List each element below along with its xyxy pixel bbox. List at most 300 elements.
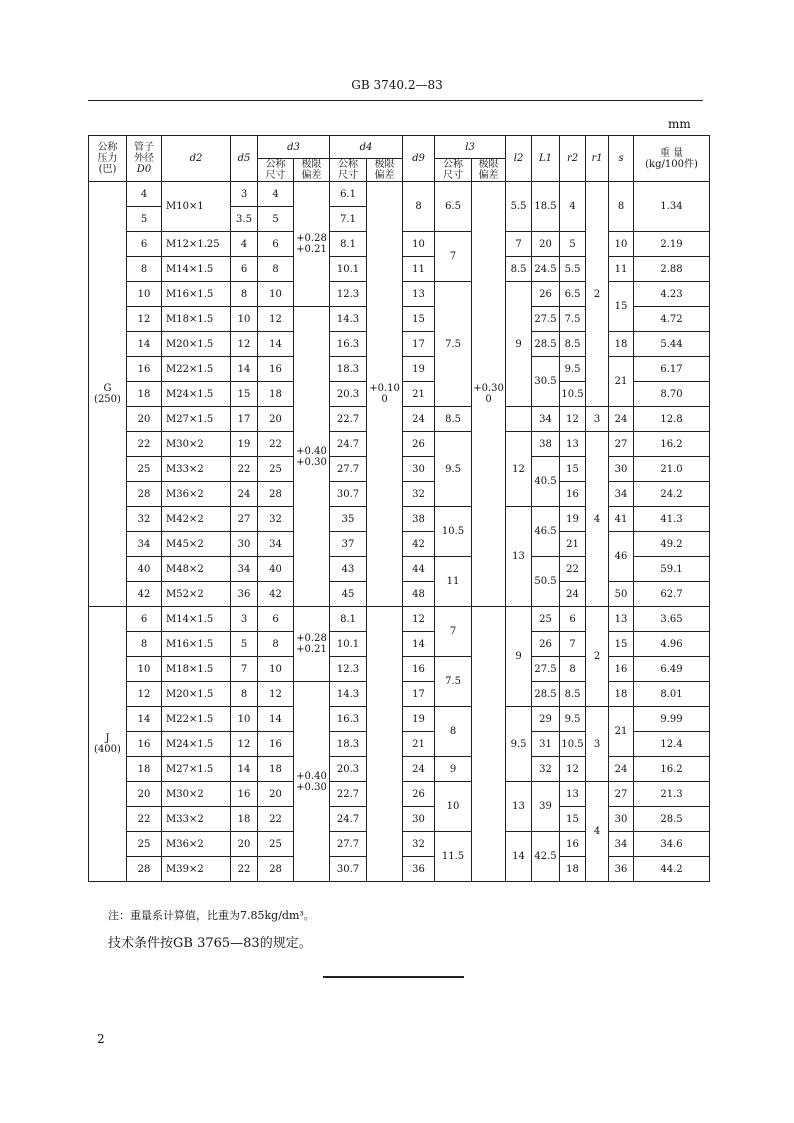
table-cell: 18 xyxy=(609,332,634,357)
table-cell: 6.5 xyxy=(435,182,472,232)
table-cell: 45 xyxy=(330,582,367,607)
table-cell: 13 xyxy=(506,782,532,832)
table-cell: 18 xyxy=(258,382,294,407)
table-cell: 30 xyxy=(609,457,634,482)
col-d4: d4 xyxy=(330,136,403,159)
table-cell: 12.3 xyxy=(330,657,367,682)
table-cell: 21 xyxy=(609,357,634,407)
table-cell: 24 xyxy=(609,757,634,782)
table-cell: M39×2 xyxy=(162,857,231,882)
table-cell: 6 xyxy=(560,607,586,632)
table-cell: M52×2 xyxy=(162,582,231,607)
table-cell: 42 xyxy=(403,532,435,557)
table-cell: 22.7 xyxy=(330,407,367,432)
table-cell: 30.5 xyxy=(532,357,560,407)
table-cell: 10.1 xyxy=(330,257,367,282)
table-cell: 3.65 xyxy=(634,607,710,632)
table-cell: 50.5 xyxy=(532,557,560,607)
table-cell: 10 xyxy=(127,282,162,307)
table-cell: 28.5 xyxy=(634,807,710,832)
table-cell: 16.3 xyxy=(330,707,367,732)
table-cell: M42×2 xyxy=(162,507,231,532)
table-cell: 22 xyxy=(258,432,294,457)
table-cell: 20 xyxy=(258,782,294,807)
table-cell: M22×1.5 xyxy=(162,707,231,732)
table-cell: 30 xyxy=(609,807,634,832)
table-cell: 16 xyxy=(609,657,634,682)
table-cell: 9 xyxy=(506,607,532,707)
table-cell: 6.17 xyxy=(634,357,710,382)
table-cell: M24×1.5 xyxy=(162,382,231,407)
table-cell: 39 xyxy=(532,782,560,832)
table-cell: 18 xyxy=(127,757,162,782)
table-cell: 24 xyxy=(231,482,258,507)
table-cell: 34.6 xyxy=(634,832,710,857)
table-cell: 22 xyxy=(258,807,294,832)
table-cell: 25 xyxy=(127,832,162,857)
col-d4-nominal: 公称 尺寸 xyxy=(330,159,367,182)
table-cell: 13 xyxy=(560,432,586,457)
table-cell: 16 xyxy=(258,357,294,382)
table-cell: 7.1 xyxy=(330,207,367,232)
table-cell: 21.3 xyxy=(634,782,710,807)
table-cell: 26 xyxy=(403,782,435,807)
table-cell: 36 xyxy=(231,582,258,607)
table-cell: 29 xyxy=(532,707,560,732)
table-cell: 28 xyxy=(127,482,162,507)
table-cell: 22.7 xyxy=(330,782,367,807)
table-cell: 17 xyxy=(231,407,258,432)
table-cell: 18.3 xyxy=(330,732,367,757)
table-cell: 20 xyxy=(127,407,162,432)
table-cell: 5 xyxy=(127,207,162,232)
table-cell: 6 xyxy=(127,232,162,257)
table-cell: 6.1 xyxy=(330,182,367,207)
table-cell: 24 xyxy=(403,407,435,432)
table-cell: M10×1 xyxy=(162,182,231,232)
table-cell: 8.5 xyxy=(560,682,586,707)
table-cell: M36×2 xyxy=(162,832,231,857)
table-cell: 11 xyxy=(435,557,472,607)
col-od: 管子 外径 D0 xyxy=(127,136,162,182)
col-d5: d5 xyxy=(231,136,258,182)
col-L1: L1 xyxy=(532,136,560,182)
table-cell: 7 xyxy=(435,232,472,282)
table-cell: 17 xyxy=(403,332,435,357)
table-cell: 62.7 xyxy=(634,582,710,607)
table-cell: M27×1.5 xyxy=(162,757,231,782)
d3-tolerance: +0.28 +0.21 xyxy=(294,607,330,682)
table-cell: 9.5 xyxy=(560,707,586,732)
table-cell: 34 xyxy=(609,482,634,507)
table-cell: 12 xyxy=(231,332,258,357)
table-cell: 15 xyxy=(231,382,258,407)
table-cell: 8 xyxy=(127,257,162,282)
table-cell: 10 xyxy=(435,782,472,832)
table-cell: 10.5 xyxy=(560,382,586,407)
dimension-table xyxy=(88,135,710,882)
table-cell: 8.5 xyxy=(560,332,586,357)
table-cell: 14 xyxy=(403,632,435,657)
table-cell: 34 xyxy=(258,532,294,557)
table-cell: 11 xyxy=(403,257,435,282)
table-body xyxy=(89,182,710,882)
table-cell: 32 xyxy=(127,507,162,532)
unit-label: mm xyxy=(668,117,691,131)
table-cell: 38 xyxy=(403,507,435,532)
table-cell: 42.5 xyxy=(532,832,560,882)
table-cell: 7 xyxy=(560,632,586,657)
table-cell: 24.2 xyxy=(634,482,710,507)
table-cell: 12 xyxy=(560,407,586,432)
table-cell: 8 xyxy=(231,282,258,307)
note-weight: 注：重量系计算值，比重为7.85kg/dm³。 xyxy=(108,909,315,922)
table-cell: 10 xyxy=(231,707,258,732)
table-cell: 9.5 xyxy=(435,432,472,507)
table-cell: M22×1.5 xyxy=(162,357,231,382)
table-cell: 27.7 xyxy=(330,457,367,482)
table-cell: 27.5 xyxy=(532,657,560,682)
table-cell: 9 xyxy=(506,282,532,407)
table-cell: 12.8 xyxy=(634,407,710,432)
table-cell: 14 xyxy=(258,332,294,357)
table-cell: 42 xyxy=(258,582,294,607)
page-number: 2 xyxy=(97,1032,105,1046)
table-cell: 12 xyxy=(560,757,586,782)
table-cell: 8 xyxy=(609,182,634,232)
table-cell: 24 xyxy=(403,757,435,782)
table-cell: 7.5 xyxy=(560,307,586,332)
table-cell: 18.3 xyxy=(330,357,367,382)
table-cell: 16 xyxy=(258,732,294,757)
col-d3-tolerance: 极限 偏差 xyxy=(294,159,330,182)
table-cell: 11.5 xyxy=(435,832,472,882)
table-cell: 12 xyxy=(231,732,258,757)
table-cell: 32 xyxy=(258,507,294,532)
table-cell: 15 xyxy=(609,282,634,332)
table-cell: 26 xyxy=(532,632,560,657)
table-cell: 20 xyxy=(231,832,258,857)
table-cell: 28 xyxy=(127,857,162,882)
table-cell: 15 xyxy=(609,632,634,657)
table-cell: 12 xyxy=(506,432,532,507)
table-cell: M16×1.5 xyxy=(162,632,231,657)
table-cell: 6 xyxy=(127,607,162,632)
table-cell: 50 xyxy=(609,582,634,607)
table-cell: 15 xyxy=(560,807,586,832)
table-cell: M27×1.5 xyxy=(162,407,231,432)
col-l3-tolerance: 极限 偏差 xyxy=(472,159,506,182)
table-cell: 25 xyxy=(532,607,560,632)
table-cell: 27.7 xyxy=(330,832,367,857)
table-cell: 30.7 xyxy=(330,857,367,882)
table-cell: 6 xyxy=(258,232,294,257)
table-cell: 6 xyxy=(231,257,258,282)
table-cell: 11 xyxy=(609,257,634,282)
table-cell: 35 xyxy=(330,507,367,532)
col-l2: l2 xyxy=(506,136,532,182)
table-cell: 36 xyxy=(403,857,435,882)
table-cell: 34 xyxy=(609,832,634,857)
table-cell: 5 xyxy=(560,232,586,257)
table-cell: 3 xyxy=(586,407,609,432)
table-cell: M36×2 xyxy=(162,482,231,507)
table-cell: 4 xyxy=(231,232,258,257)
table-cell: 20 xyxy=(258,407,294,432)
table-cell: 21 xyxy=(403,382,435,407)
table-cell: 1.34 xyxy=(634,182,710,232)
table-cell: 14 xyxy=(127,332,162,357)
table-cell: 8.1 xyxy=(330,232,367,257)
table-cell: 16 xyxy=(127,357,162,382)
l3-tolerance-j xyxy=(472,607,506,882)
table-cell: 28 xyxy=(258,482,294,507)
table-cell: M20×1.5 xyxy=(162,682,231,707)
col-d2: d2 xyxy=(162,136,231,182)
table-cell: 16.3 xyxy=(330,332,367,357)
table-cell: 30 xyxy=(231,532,258,557)
table-cell: 9.5 xyxy=(506,707,532,782)
table-cell: 18 xyxy=(231,807,258,832)
table-cell: 37 xyxy=(330,532,367,557)
table-cell: 48 xyxy=(403,582,435,607)
table-cell: 43 xyxy=(330,557,367,582)
table-cell: 7 xyxy=(435,607,472,657)
d3-tolerance: +0.40 +0.30 xyxy=(294,307,330,607)
table-cell: 30 xyxy=(403,457,435,482)
table-cell: 13 xyxy=(560,782,586,807)
table-cell: 16 xyxy=(560,832,586,857)
table-cell: 46.5 xyxy=(532,507,560,557)
table-cell: 8.70 xyxy=(634,382,710,407)
table-cell: 10 xyxy=(403,232,435,257)
table-cell: 7.5 xyxy=(435,282,472,407)
table-cell: 8 xyxy=(258,632,294,657)
col-r2: r2 xyxy=(560,136,586,182)
table-cell: 8 xyxy=(231,682,258,707)
table-cell: M24×1.5 xyxy=(162,732,231,757)
table-cell: 30.7 xyxy=(330,482,367,507)
table-cell: 34 xyxy=(532,407,560,432)
table-cell: 44 xyxy=(403,557,435,582)
col-l3-nominal: 公称 尺寸 xyxy=(435,159,472,182)
table-cell: 16 xyxy=(127,732,162,757)
table-cell: 12.4 xyxy=(634,732,710,757)
table-cell: 49.2 xyxy=(634,532,710,557)
table-cell: 14 xyxy=(231,357,258,382)
table-cell: 24.5 xyxy=(532,257,560,282)
table-header xyxy=(89,136,710,182)
table-cell: 10 xyxy=(127,657,162,682)
table-cell: 21 xyxy=(609,707,634,757)
table-cell: 3.5 xyxy=(231,207,258,232)
table-cell: 8.1 xyxy=(330,607,367,632)
table-cell: 21.0 xyxy=(634,457,710,482)
table-cell: 25 xyxy=(258,457,294,482)
table-cell: 4.96 xyxy=(634,632,710,657)
table-row xyxy=(89,182,710,207)
l3-tolerance: +0.30 0 xyxy=(472,182,506,607)
table-cell: 6.5 xyxy=(560,282,586,307)
table-cell: 12 xyxy=(403,607,435,632)
table-cell: M12×1.25 xyxy=(162,232,231,257)
table-cell: 10 xyxy=(231,307,258,332)
table-cell: M14×1.5 xyxy=(162,257,231,282)
table-cell: 59.1 xyxy=(634,557,710,582)
table-cell: 9 xyxy=(435,757,472,782)
table-cell: 14 xyxy=(127,707,162,732)
table-cell: M30×2 xyxy=(162,432,231,457)
col-d3-nominal: 公称 尺寸 xyxy=(258,159,294,182)
table-cell: 44.2 xyxy=(634,857,710,882)
table-cell: 38 xyxy=(532,432,560,457)
table-cell: 26 xyxy=(403,432,435,457)
table-cell: 27 xyxy=(231,507,258,532)
table-cell: 21 xyxy=(560,532,586,557)
col-weight: 重 量 (kg/100件) xyxy=(634,136,710,182)
d3-tolerance: +0.28 +0.21 xyxy=(294,182,330,307)
table-cell: 12 xyxy=(258,682,294,707)
table-cell: 2 xyxy=(586,182,609,407)
table-cell: 5.44 xyxy=(634,332,710,357)
table-cell: 36 xyxy=(609,857,634,882)
table-cell: 12 xyxy=(127,682,162,707)
table-cell: M48×2 xyxy=(162,557,231,582)
table-cell: 18 xyxy=(560,857,586,882)
table-cell: M14×1.5 xyxy=(162,607,231,632)
table-cell: 27 xyxy=(609,782,634,807)
table-cell: 8.5 xyxy=(435,407,472,432)
table-cell: 3 xyxy=(586,707,609,782)
table-cell: 3 xyxy=(231,182,258,207)
table-cell: 15 xyxy=(560,457,586,482)
table-cell: 34 xyxy=(231,557,258,582)
table-cell: 13 xyxy=(506,507,532,607)
table-cell: 3 xyxy=(231,607,258,632)
col-r1: r1 xyxy=(586,136,609,182)
table-cell: 16 xyxy=(560,482,586,507)
table-cell: 41.3 xyxy=(634,507,710,532)
table-cell: 32 xyxy=(403,482,435,507)
table-cell: 7 xyxy=(506,232,532,257)
table-cell: 4.23 xyxy=(634,282,710,307)
table-cell: 14.3 xyxy=(330,682,367,707)
table-cell: 32 xyxy=(532,757,560,782)
table-cell: 18 xyxy=(609,682,634,707)
end-rule xyxy=(323,976,464,978)
table-cell: 24.7 xyxy=(330,432,367,457)
table-cell: 14 xyxy=(231,757,258,782)
table-cell xyxy=(506,407,532,432)
table-cell: 2 xyxy=(586,607,609,707)
table-cell: 4 xyxy=(560,182,586,232)
table-cell: M45×2 xyxy=(162,532,231,557)
table-cell: 40 xyxy=(258,557,294,582)
table-cell: 10.5 xyxy=(435,507,472,557)
table-cell: 30 xyxy=(403,807,435,832)
table-cell: 5.5 xyxy=(560,257,586,282)
table-row xyxy=(89,607,710,632)
table-cell: 9.5 xyxy=(560,357,586,382)
table-cell: 6.49 xyxy=(634,657,710,682)
table-cell: 4 xyxy=(586,432,609,607)
table-cell: M33×2 xyxy=(162,807,231,832)
table-cell: 12 xyxy=(127,307,162,332)
table-cell: 20 xyxy=(127,782,162,807)
table-cell: 10 xyxy=(258,657,294,682)
table-cell: 16.2 xyxy=(634,757,710,782)
table-cell: 46 xyxy=(609,532,634,582)
table-cell: 8 xyxy=(435,707,472,757)
table-cell: 8 xyxy=(258,257,294,282)
table-cell: 2.88 xyxy=(634,257,710,282)
table-cell: 7.5 xyxy=(435,657,472,707)
table-cell: 22 xyxy=(127,807,162,832)
table-cell: 25 xyxy=(127,457,162,482)
table-cell: M16×1.5 xyxy=(162,282,231,307)
col-pressure: 公称 压力 (巴) xyxy=(89,136,127,182)
table-cell: 22 xyxy=(231,857,258,882)
table-cell: 25 xyxy=(258,832,294,857)
table-cell: 4.72 xyxy=(634,307,710,332)
table-cell: 10.1 xyxy=(330,632,367,657)
table-cell: 8 xyxy=(127,632,162,657)
table-cell: 24 xyxy=(609,407,634,432)
table-cell: 32 xyxy=(403,832,435,857)
table-cell: 17 xyxy=(403,682,435,707)
table-cell: 5 xyxy=(231,632,258,657)
table-cell: 7 xyxy=(231,657,258,682)
table-cell: M30×2 xyxy=(162,782,231,807)
table-cell: 6 xyxy=(258,607,294,632)
table-cell: M18×1.5 xyxy=(162,657,231,682)
table-cell: 40.5 xyxy=(532,457,560,507)
col-s: s xyxy=(609,136,634,182)
table-cell: 19 xyxy=(403,357,435,382)
table-cell: 41 xyxy=(609,507,634,532)
table-cell: 13 xyxy=(609,607,634,632)
table-cell: 8.5 xyxy=(506,257,532,282)
table-cell: 28 xyxy=(258,857,294,882)
table-cell: 9.99 xyxy=(634,707,710,732)
table-cell: M18×1.5 xyxy=(162,307,231,332)
table-cell: 22 xyxy=(231,457,258,482)
table-cell: 15 xyxy=(403,307,435,332)
table-cell: M33×2 xyxy=(162,457,231,482)
table-cell: 28.5 xyxy=(532,682,560,707)
table-cell: 10.5 xyxy=(560,732,586,757)
table-cell: 4 xyxy=(127,182,162,207)
table-cell: 31 xyxy=(532,732,560,757)
table-cell: 40 xyxy=(127,557,162,582)
table-cell: 22 xyxy=(127,432,162,457)
table-cell: 27 xyxy=(609,432,634,457)
header-rule xyxy=(88,100,703,101)
table-cell: 22 xyxy=(560,557,586,582)
table-cell: 20.3 xyxy=(330,382,367,407)
table-cell: 10 xyxy=(609,232,634,257)
table-cell: 18 xyxy=(127,382,162,407)
table-cell: 27.5 xyxy=(532,307,560,332)
col-l3: l3 xyxy=(435,136,506,159)
table-cell: 20 xyxy=(532,232,560,257)
table-cell: M20×1.5 xyxy=(162,332,231,357)
table-cell: 5.5 xyxy=(506,182,532,232)
table-cell: 12 xyxy=(258,307,294,332)
group-label-j: J (400) xyxy=(89,607,127,882)
table-cell: 19 xyxy=(560,507,586,532)
table-cell: 13 xyxy=(403,282,435,307)
